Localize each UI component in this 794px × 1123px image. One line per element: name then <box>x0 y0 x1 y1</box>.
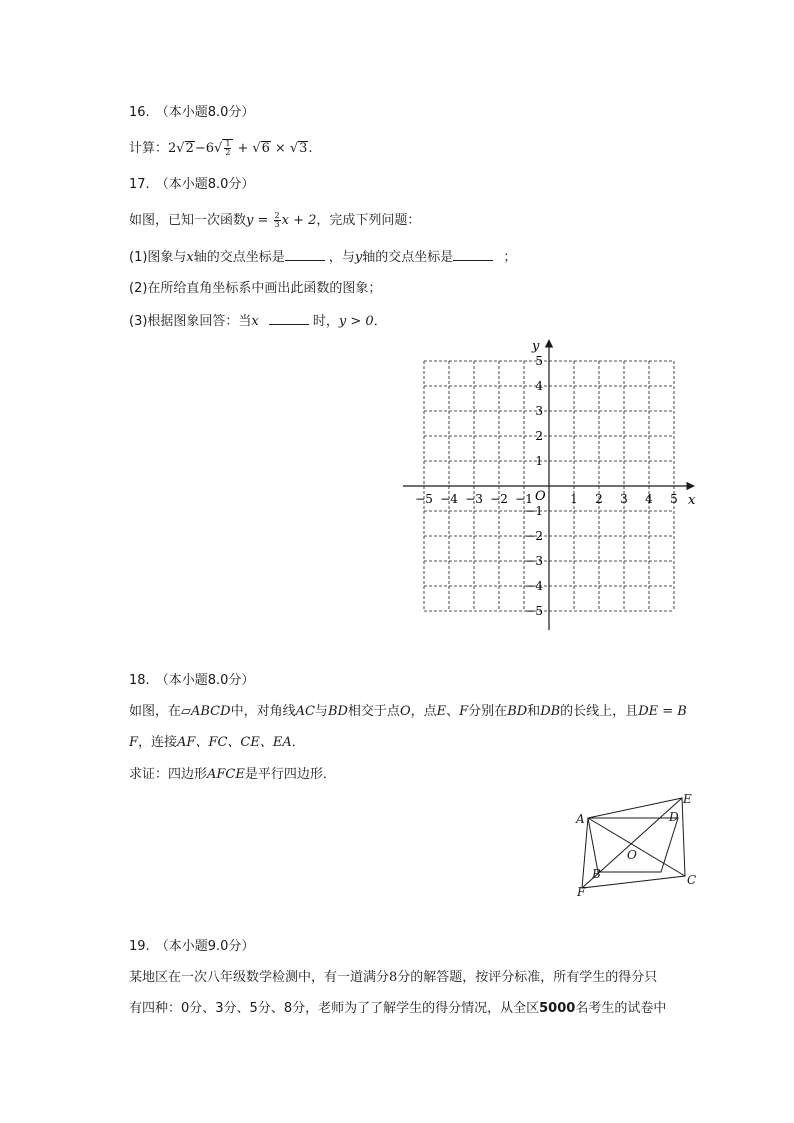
x-tick-label: −1 <box>515 492 533 506</box>
q16-frac-num: 1 <box>225 139 231 148</box>
q18-l1-o: O <box>399 704 411 719</box>
q16-radicand-2: 6 <box>261 141 270 156</box>
q18-l1-g: 分别在 <box>468 704 508 719</box>
q16-sqrt-sign-2: √ <box>214 141 223 156</box>
q17-p1-y: y <box>354 250 363 265</box>
label-f: F <box>577 885 586 899</box>
q16-period: . <box>308 141 313 156</box>
x-tick-label: 1 <box>570 492 578 506</box>
q16-sqrt-sign-3: √ <box>252 141 261 156</box>
y-tick-label: −2 <box>525 529 543 543</box>
label-b: B <box>592 867 601 881</box>
q19-header: （本小题9.0分） <box>155 939 255 954</box>
q17-p3-d: ． <box>373 314 387 329</box>
q17-p3-c: y > 0 <box>338 314 374 329</box>
parallelogram-figure <box>570 790 700 900</box>
q16-op-1: −6 <box>194 141 215 156</box>
y-tick-label: −4 <box>525 579 543 593</box>
x-tick-label: −2 <box>490 492 508 506</box>
q17-header: （本小题8.0分） <box>155 177 255 192</box>
q18-l1-a: 如图，在▱ <box>129 704 191 719</box>
q19-l1-a: 某地区在一次八年级数学检测中，有一道满分 <box>129 970 390 985</box>
q17-intro-a: 如图，已知一次函数 <box>129 213 247 228</box>
y-tick-label: −3 <box>525 554 543 568</box>
q18-header: （本小题8.0分） <box>155 673 255 688</box>
q16-number: 16. <box>129 105 150 120</box>
q19-l2-b: ，老师为了了解学生的得分情况，从全区 <box>305 1001 540 1016</box>
x-tick-labels <box>415 492 678 506</box>
q18-l3-b: 是平行四边形． <box>244 767 336 782</box>
x-tick-label: −3 <box>465 492 483 506</box>
q17-p3-x: x <box>251 314 259 329</box>
q17-func-frac-den: 3 <box>274 220 280 229</box>
q18-l1-h: 和 <box>527 704 541 719</box>
y-tick-label: 1 <box>535 454 543 468</box>
q19-line2 <box>129 1000 666 1018</box>
q18-l1-ac: AC <box>295 704 315 719</box>
q18-l1-d: 相交于点 <box>347 704 400 719</box>
q17-p3-b: 时， <box>308 314 339 329</box>
q17-p1-d: 轴的交点坐标是 <box>362 250 454 265</box>
q19-l2-c: 名考生的试卷中 <box>575 1001 667 1016</box>
q17-p1-b: 轴的交点坐标是 <box>193 250 285 265</box>
q18-l1-E: E <box>436 704 447 719</box>
y-axis-label: y <box>532 339 540 354</box>
q18-l1-bd: BD <box>327 704 348 719</box>
q16-frac-den: 2 <box>225 148 231 157</box>
q18-l1-i: 的长线上，且 <box>560 704 639 719</box>
x-axis-label: x <box>688 493 696 508</box>
label-d: D <box>669 810 679 824</box>
q16-coef-1: 2 <box>168 141 177 156</box>
q19-l2-scores: 0分、3分、5分、8分 <box>181 1001 306 1016</box>
q17-func-rhs: x + 2 <box>281 213 317 228</box>
q18-line1 <box>129 703 687 721</box>
q18-heading <box>129 672 254 690</box>
q19-l2-a: 有四种： <box>129 1001 182 1016</box>
y-tick-label: −5 <box>525 604 543 618</box>
origin-label: O <box>535 489 546 504</box>
q17-p1-c: ，与 <box>324 250 355 265</box>
q19-line1 <box>129 969 657 987</box>
q18-number: 18. <box>129 673 150 688</box>
q17-func-lhs: y <box>246 213 254 228</box>
y-tick-label: 2 <box>535 429 543 443</box>
q18-l1-abcd: ABCD <box>191 704 231 719</box>
q16-op-2: + <box>237 141 249 156</box>
q18-line2 <box>129 734 305 752</box>
q16-radicand-3: 3 <box>299 141 308 156</box>
q18-l1-c: 与 <box>314 704 328 719</box>
q16-header: （本小题8.0分） <box>155 105 255 120</box>
q19-l1-n: 8 <box>389 970 398 985</box>
x-tick-label: 3 <box>620 492 628 506</box>
q18-l1-eq: DE = B <box>638 704 687 719</box>
x-tick-label: 2 <box>595 492 603 506</box>
q18-line3 <box>129 766 336 784</box>
label-c: C <box>687 873 697 887</box>
q18-l3-a: 求证：四边形 <box>129 767 208 782</box>
q19-l1-b: 分的解答题，按评分标准，所有学生的得分只 <box>397 970 658 985</box>
x-tick-label: −5 <box>415 492 433 506</box>
q18-l3-afce: AFCE <box>207 767 245 782</box>
q18-l1-e: ，点 <box>410 704 437 719</box>
q17-part2: (2)在所给直角坐标系中画出此函数的图象； <box>129 281 382 296</box>
q18-l2-a: F <box>129 735 139 750</box>
x-tick-label: 5 <box>670 492 678 506</box>
q18-l1-f: 、 <box>446 704 460 719</box>
q17-number: 17. <box>129 177 150 192</box>
label-o: O <box>627 848 637 862</box>
q19-l2-n: 5000 <box>539 1001 576 1016</box>
label-a: A <box>576 812 585 826</box>
q18-l1-db: DB <box>540 704 561 719</box>
x-tick-label: 4 <box>645 492 653 506</box>
label-e: E <box>683 792 692 806</box>
q16-sqrt-sign-1: √ <box>176 141 185 156</box>
q17-func-eq: = <box>253 213 273 228</box>
y-tick-label: 5 <box>535 354 543 368</box>
q18-l2-c: ． <box>291 735 305 750</box>
y-tick-label: 3 <box>535 404 543 418</box>
q18-l1-bd2: BD <box>507 704 528 719</box>
q18-l1-F: F <box>459 704 469 719</box>
q16-radicand-1: 2 <box>185 141 194 156</box>
q18-l2-b: ，连接 <box>138 735 178 750</box>
q17-p3-a: (3)根据图象回答：当 <box>129 314 252 329</box>
q16-sqrt-sign-4: √ <box>289 141 299 156</box>
y-tick-label: −1 <box>525 504 543 518</box>
q16-op-3: × <box>274 141 286 156</box>
x-tick-label: −4 <box>440 492 458 506</box>
y-tick-label: 4 <box>535 379 543 393</box>
q17-p1-a: (1)图象与 <box>129 250 187 265</box>
q18-l2-list: AF、FC、CE、EA <box>177 735 292 750</box>
q17-p1-e: ； <box>499 250 517 265</box>
q19-number: 19. <box>129 939 150 954</box>
q17-intro-b: ，完成下列问题： <box>316 213 421 228</box>
q19-heading <box>129 938 254 956</box>
q16-prompt: 计算： <box>129 141 169 156</box>
q17-p1-x: x <box>186 250 194 265</box>
diagonal-ac <box>588 818 685 876</box>
q18-l1-b: 中，对角线 <box>230 704 296 719</box>
q17-func-frac-num: 2 <box>274 211 280 220</box>
